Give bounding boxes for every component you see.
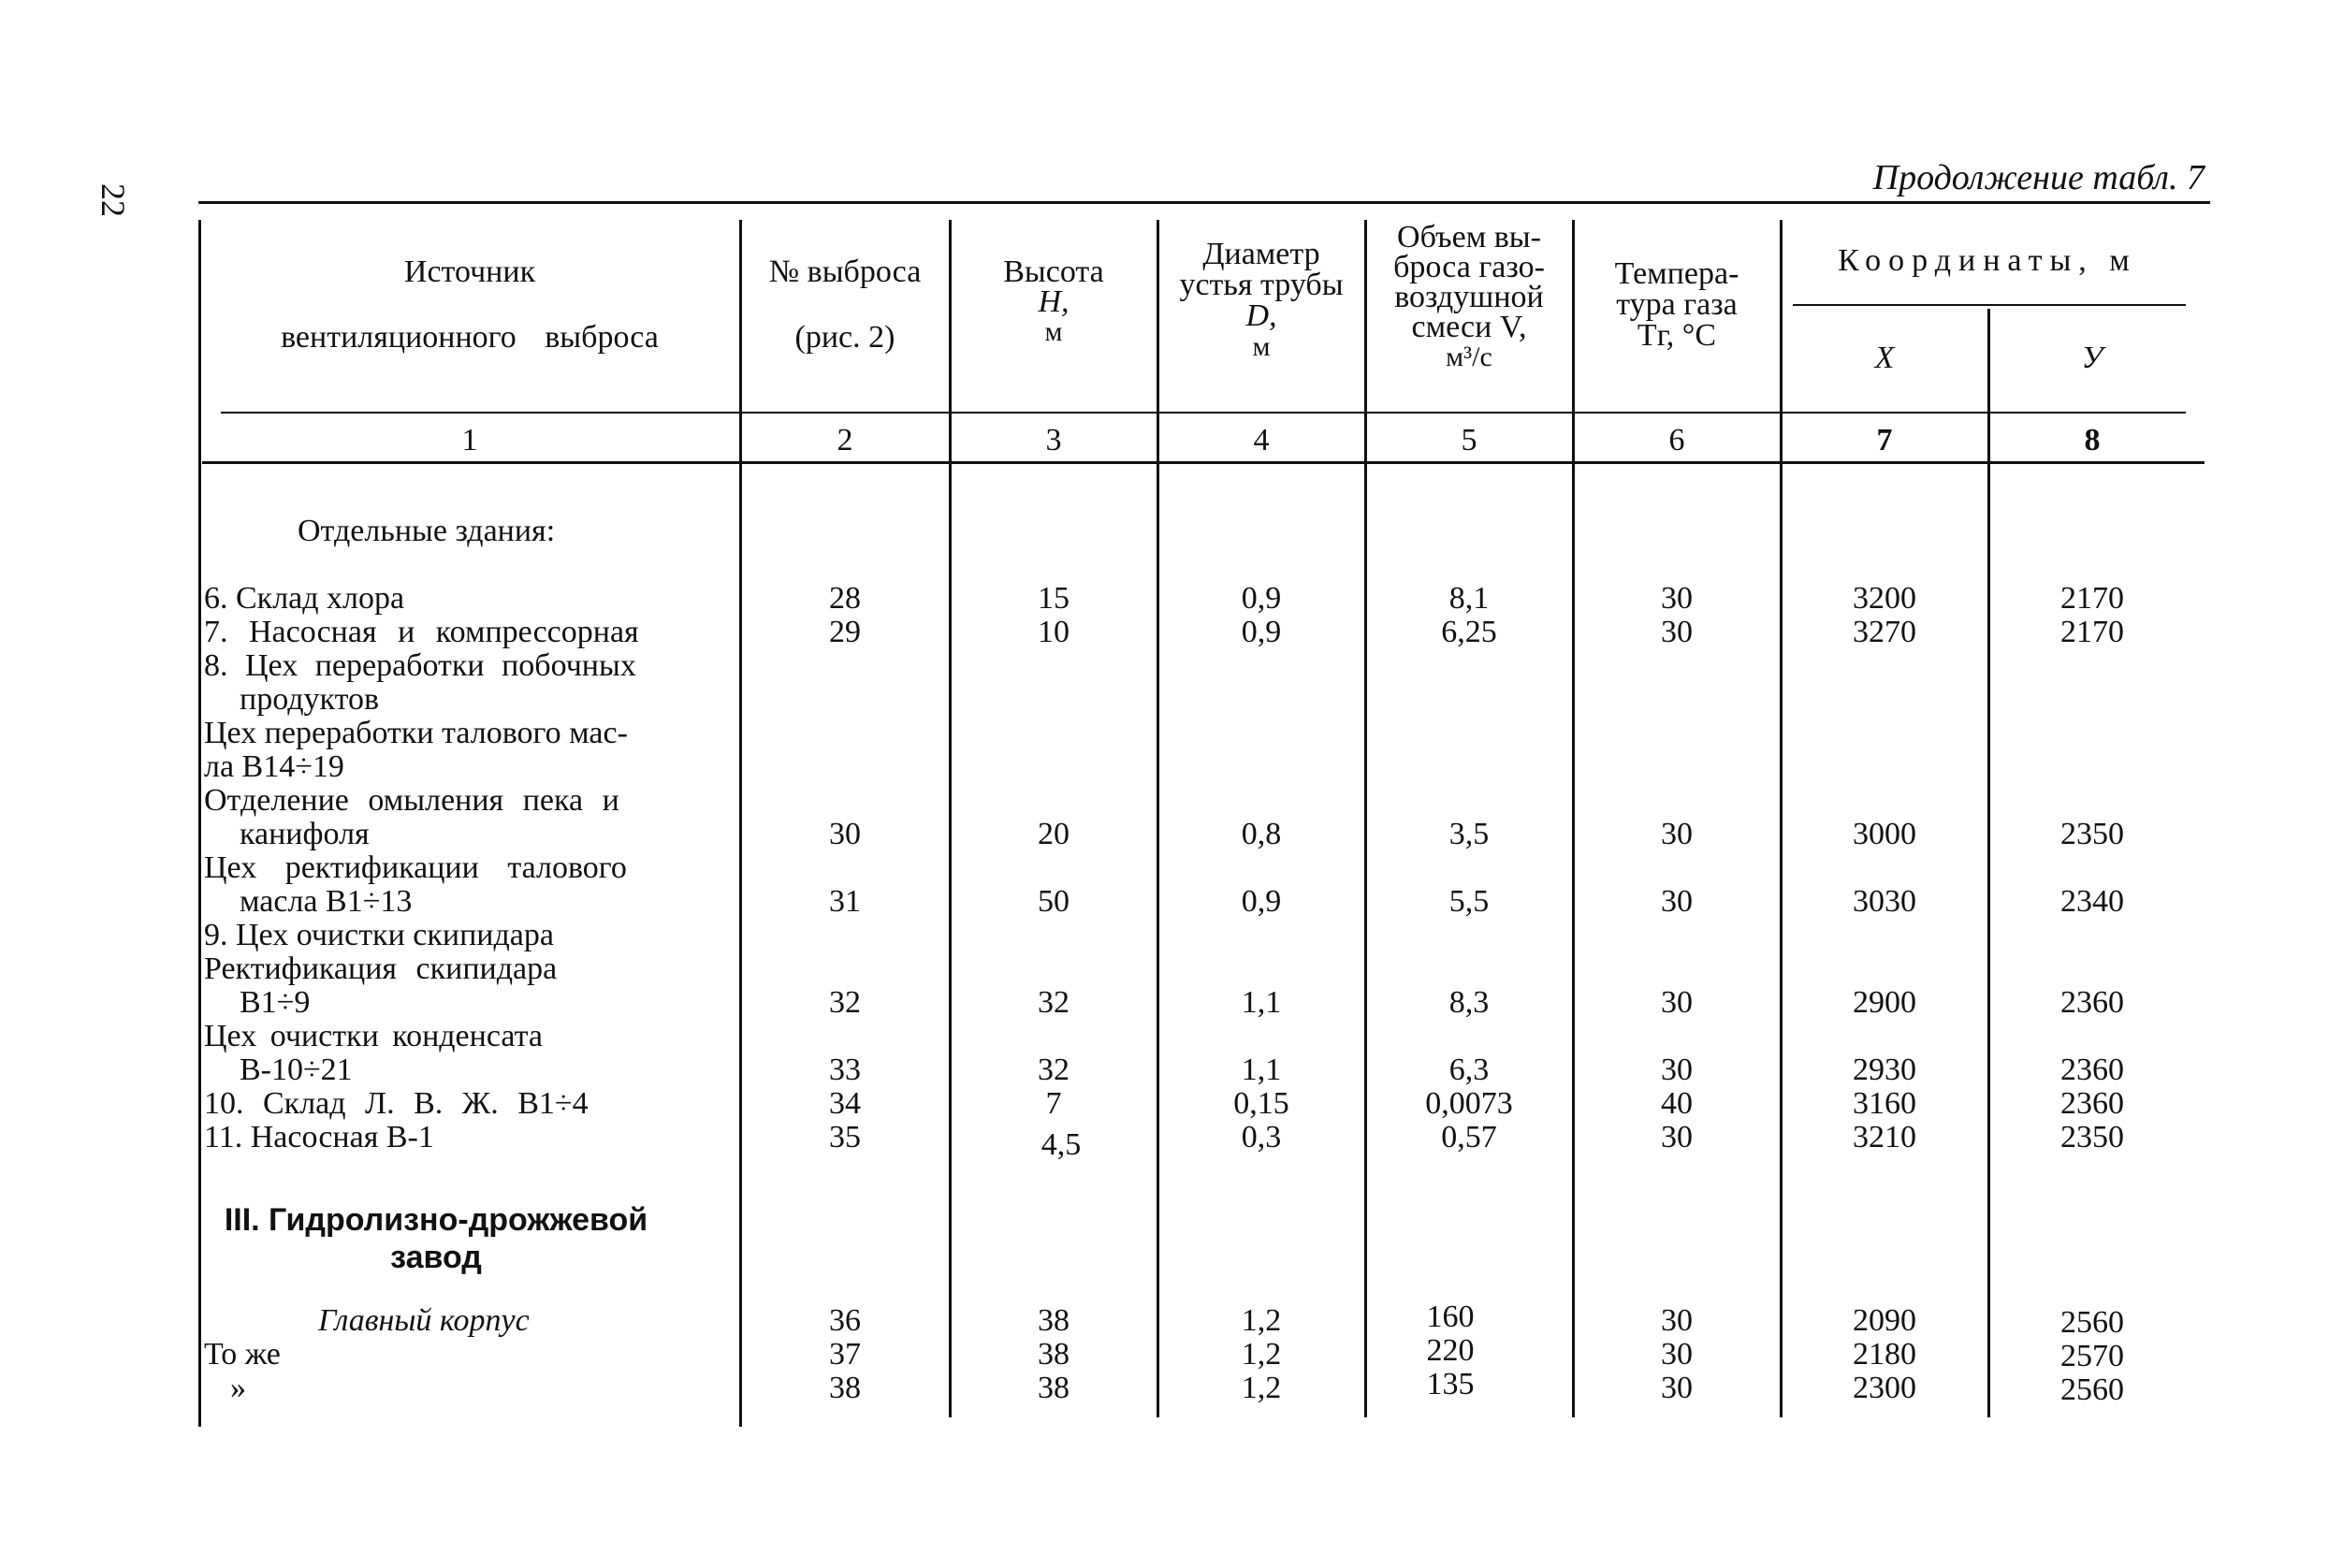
cell-y: 2350 (2060, 1120, 2124, 1154)
cell-volume: 8,1 (1448, 581, 1490, 616)
cell-height: 10 (1038, 615, 1070, 649)
cell-y: 2560 (2060, 1372, 2124, 1407)
cell-height: 4,5 (1041, 1127, 1082, 1162)
cell-x: 3000 (1853, 817, 1916, 851)
cell-emission-number: 34 (829, 1086, 861, 1121)
cell-emission-number: 29 (829, 615, 861, 649)
row-label: Цех ректификации талового (204, 850, 627, 885)
cell-temperature: 30 (1661, 581, 1693, 616)
section-subtitle: Главный корпус (318, 1303, 530, 1338)
cell-emission-number: 32 (829, 985, 861, 1020)
row-label: продуктов (240, 682, 380, 717)
cell-height: 38 (1038, 1371, 1070, 1405)
cell-volume: 6,25 (1441, 615, 1497, 649)
cell-emission-number: 38 (829, 1371, 861, 1405)
coords-subheader-rule (1793, 304, 2186, 306)
header-bottom-rule (221, 412, 2186, 414)
row-label: » (230, 1371, 246, 1405)
cell-diameter: 1,1 (1241, 1053, 1282, 1087)
cell-x: 2180 (1853, 1337, 1916, 1372)
cell-x: 3030 (1853, 884, 1916, 919)
cell-volume: 5,5 (1448, 884, 1490, 919)
cell-height: 38 (1038, 1337, 1070, 1372)
column-number: 1 (461, 423, 478, 457)
cell-y: 2360 (2060, 1053, 2124, 1087)
page-number: 22 (95, 183, 132, 217)
column-number: 8 (2084, 423, 2101, 457)
header-volume: Объем вы- броса газо- воздушной смеси V, м³/с (1393, 220, 1545, 372)
cell-temperature: 30 (1661, 817, 1693, 851)
cell-x: 2930 (1853, 1053, 1916, 1087)
cell-height: 15 (1038, 581, 1070, 616)
column-number: 4 (1253, 423, 1270, 457)
cell-volume: 0,57 (1441, 1120, 1497, 1154)
cell-emission-number: 28 (829, 581, 861, 616)
row-label: Ректификация скипидара (204, 951, 558, 986)
header-coordinates: Координаты, м (1838, 243, 2137, 278)
cell-temperature: 30 (1661, 1053, 1693, 1087)
cell-temperature: 30 (1661, 1337, 1693, 1372)
cell-y: 2340 (2060, 884, 2124, 919)
column-divider (198, 220, 201, 1427)
row-label: B1÷9 (240, 985, 311, 1020)
row-label: масла B1÷13 (240, 884, 413, 919)
cell-volume: 135 (1426, 1367, 1475, 1401)
cell-volume: 0,0073 (1425, 1086, 1513, 1121)
cell-temperature: 30 (1661, 985, 1693, 1020)
row-label: 6. Склад хлора (204, 581, 405, 616)
header-source: Источник вентиляционного выброса (281, 254, 659, 355)
cell-x: 3200 (1853, 581, 1916, 616)
cell-temperature: 30 (1661, 615, 1693, 649)
cell-emission-number: 30 (829, 817, 861, 851)
cell-volume: 8,3 (1448, 985, 1490, 1020)
cell-y: 2360 (2060, 985, 2124, 1020)
cell-emission-number: 33 (829, 1053, 861, 1087)
header-emission-number: № выброса (рис. 2) (768, 254, 922, 355)
cell-emission-number: 35 (829, 1120, 861, 1154)
row-label: B-10÷21 (240, 1053, 353, 1087)
cell-volume: 220 (1426, 1333, 1475, 1368)
cell-x: 2300 (1853, 1371, 1916, 1405)
row-label: 8. Цех переработки побочных (204, 648, 636, 683)
row-label: Цех очистки конденсата (204, 1019, 543, 1053)
cell-height: 20 (1038, 817, 1070, 851)
cell-diameter: 0,9 (1241, 884, 1282, 919)
cell-temperature: 30 (1661, 1120, 1693, 1154)
cell-height: 50 (1038, 884, 1070, 919)
cell-x: 3270 (1853, 615, 1916, 649)
cell-diameter: 1,1 (1241, 985, 1282, 1020)
cell-diameter: 0,3 (1241, 1120, 1282, 1154)
header-height: Высота H, м (1003, 254, 1104, 347)
row-label: 10. Склад Л. В. Ж. B1÷4 (204, 1086, 589, 1121)
cell-diameter: 0,9 (1241, 581, 1282, 616)
cell-y: 2170 (2060, 615, 2124, 649)
cell-temperature: 40 (1661, 1086, 1693, 1121)
cell-y: 2570 (2060, 1339, 2124, 1373)
column-number: 2 (837, 423, 853, 457)
column-number: 5 (1461, 423, 1477, 457)
cell-diameter: 1,2 (1241, 1371, 1282, 1405)
cell-emission-number: 36 (829, 1303, 861, 1338)
row-label: 11. Насосная B-1 (204, 1120, 434, 1154)
section-title: III. Гидролизно-дрожжевой завод (224, 1202, 648, 1275)
cell-x: 2900 (1853, 985, 1916, 1020)
row-label: канифоля (240, 817, 370, 851)
cell-emission-number: 37 (829, 1337, 861, 1372)
column-divider (1987, 309, 1990, 1417)
cell-temperature: 30 (1661, 884, 1693, 919)
cell-height: 38 (1038, 1303, 1070, 1338)
table-continuation-title: Продолжение табл. 7 (1872, 158, 2205, 197)
cell-x: 3210 (1853, 1120, 1916, 1154)
header-temperature: Темпера- тура газа Tг, °C (1614, 256, 1739, 353)
row-label: ла B14÷19 (204, 749, 344, 784)
cell-temperature: 30 (1661, 1303, 1693, 1338)
header-diameter: Диаметр устья трубы D, м (1179, 237, 1344, 362)
cell-diameter: 0,9 (1241, 615, 1282, 649)
cell-y: 2170 (2060, 581, 2124, 616)
cell-height: 7 (1045, 1086, 1062, 1121)
cell-height: 32 (1038, 1053, 1070, 1087)
cell-diameter: 1,2 (1241, 1303, 1282, 1338)
column-number: 7 (1876, 423, 1893, 457)
cell-height: 32 (1038, 985, 1070, 1020)
column-number: 6 (1668, 423, 1685, 457)
cell-y: 2560 (2060, 1305, 2124, 1340)
group-title: Отдельные здания: (298, 514, 556, 548)
cell-volume: 3,5 (1448, 817, 1490, 851)
cell-y: 2360 (2060, 1086, 2124, 1121)
cell-volume: 6,3 (1448, 1053, 1490, 1087)
cell-diameter: 0,15 (1233, 1086, 1289, 1121)
row-label: 9. Цех очистки скипидара (204, 918, 554, 952)
row-label: Отделение омыления пека и (204, 783, 619, 818)
cell-emission-number: 31 (829, 884, 861, 919)
cell-x: 3160 (1853, 1086, 1916, 1121)
cell-x: 2090 (1853, 1303, 1916, 1338)
cell-y: 2350 (2060, 817, 2124, 851)
column-number-rule (202, 461, 2205, 464)
top-rule (198, 201, 2210, 204)
cell-diameter: 0,8 (1241, 817, 1282, 851)
header-y: У (2081, 341, 2103, 375)
row-label: Цех переработки талового мас- (204, 716, 628, 750)
cell-diameter: 1,2 (1241, 1337, 1282, 1372)
cell-volume: 160 (1426, 1299, 1475, 1334)
cell-temperature: 30 (1661, 1371, 1693, 1405)
column-number: 3 (1045, 423, 1062, 457)
header-x: X (1874, 341, 1895, 375)
row-label: 7. Насосная и компрессорная (204, 615, 639, 649)
row-label: То же (204, 1337, 281, 1372)
